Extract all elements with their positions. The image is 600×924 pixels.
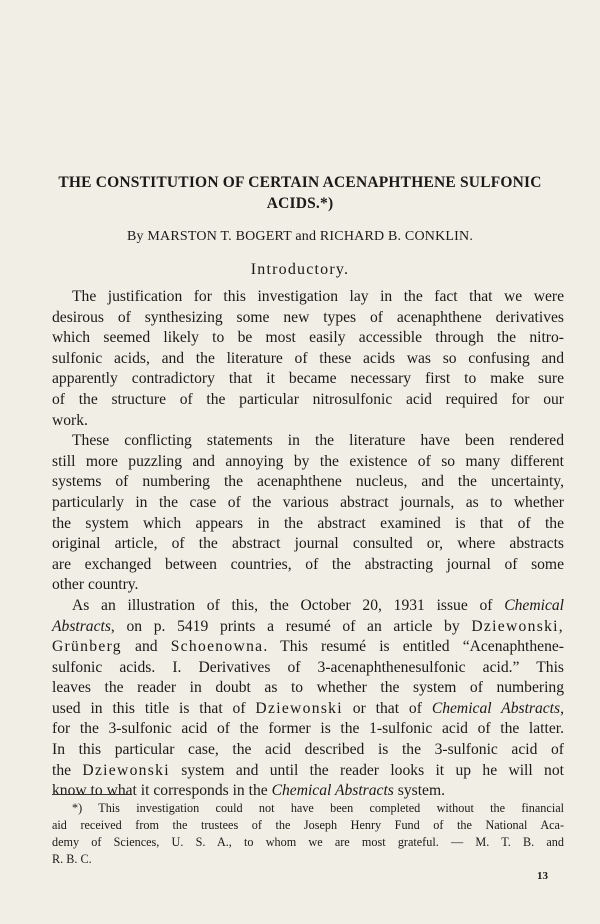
text-run: . This resumé is entitled “Acenaphthene-	[263, 638, 565, 656]
paragraph-1-line: The justification for this investigation lay in the fact that we were	[72, 288, 564, 305]
paragraph-2-line: other country.	[52, 576, 139, 594]
paragraph-2-line: These conflicting statements in the literature have been rendered	[72, 432, 564, 450]
text-run: As an illustration of this, the October 20, 1931 issue of	[72, 596, 505, 614]
paragraph-1-line: desirous of synthesizing some new types of acenaphthene derivatives	[52, 308, 564, 326]
journal-name-italic: Chemical	[504, 596, 564, 614]
author-byline: By MARSTON T. BOGERT and RICHARD B. CONKLIN.	[126, 229, 474, 244]
paragraph-3-line	[52, 699, 564, 720]
article-title-line-1: THE CONSTITUTION OF CERTAIN ACENAPHTHENE SULFONIC	[58, 174, 542, 191]
text-run: system and until the reader looks it up he will not	[169, 761, 564, 779]
text-run: ,	[560, 699, 564, 717]
paragraph-3-line: leaves the reader in doubt as to whether the system of numbering	[52, 679, 564, 697]
journal-name-italic: Abstracts	[52, 617, 111, 635]
text-run: know to what it corresponds in the	[52, 782, 272, 800]
page-number: 13	[537, 870, 548, 882]
article-title	[52, 172, 548, 214]
text-run: or that of	[342, 699, 432, 717]
paragraph-2-line: particularly in the case of the various abstract journals, as to whether	[52, 493, 564, 511]
journal-name-italic: Chemical Abstracts	[271, 782, 394, 800]
paragraph-1-line: of the structure of the particular nitrosulfonic acid required for our	[52, 390, 564, 408]
text-run: the	[52, 761, 83, 779]
paragraph-2-line: systems of numbering the acenaphthene nucleus, and the uncertainty,	[52, 473, 564, 491]
paragraph-1-line: sulfonic acids, and the literature of these acids was so confusing and	[52, 349, 564, 367]
paragraph-2-line: the system which appears in the abstract examined is that of the	[52, 514, 564, 532]
paragraph-3-line	[52, 761, 564, 782]
text-run: and	[121, 638, 171, 656]
footnote-line: *) This investigation could not have been completed without the financial	[72, 801, 564, 815]
author-name-spaced: Dziewonski	[255, 699, 343, 717]
paragraph-2-line: still more puzzling and annoying by the existence of so many different	[52, 452, 564, 470]
paragraph-3-line: sulfonic acids. I. Derivatives of 3-acenaphthenesulfonic acid.” This	[52, 658, 564, 676]
journal-name-italic: Chemical Abstracts	[431, 699, 561, 717]
paragraph-3-line: In this particular case, the acid described is the 3-sulfonic acid of	[52, 741, 564, 759]
paragraph-3-line	[52, 617, 564, 638]
text-run: used in this title is that of	[52, 699, 256, 717]
paragraph-1-line: work.	[52, 411, 88, 429]
section-heading: Introductory.	[250, 261, 350, 278]
footnote	[52, 800, 564, 868]
paragraph-3-line	[52, 596, 564, 617]
article-body	[52, 287, 564, 802]
author-name-spaced: Dziewonski	[82, 761, 170, 779]
paragraph-1-line: which seemed likely to be most easily accessible through the nitro-	[52, 329, 564, 347]
footnote-line: R. B. C.	[52, 852, 92, 866]
footnote-rule	[52, 794, 132, 795]
article-title-line-2: ACIDS.*)	[266, 195, 334, 212]
author-name-spaced: Grünberg	[52, 638, 122, 656]
text-run: system.	[393, 782, 445, 800]
paragraph-2-line: original article, of the abstract journal consulted or, where abstracts	[52, 535, 564, 553]
paragraph-3-line: for the 3-sulfonic acid of the former is the 1-sulfonic acid of the latter.	[52, 720, 564, 738]
author-name-spaced: Schoenowna	[170, 638, 264, 656]
paragraph-3-line	[52, 637, 564, 658]
paragraph-2-line: are exchanged between countries, of the abstracting journal of some	[52, 555, 564, 573]
author-name-spaced: Dziewonski,	[471, 617, 564, 635]
footnote-line: demy of Sciences, U. S. A., to whom we are most grateful. — M. T. B. and	[52, 835, 564, 849]
text-run: , on p. 5419 prints a resumé of an article by	[110, 617, 472, 635]
footnote-line: aid received from the trustees of the Joseph Henry Fund of the National Aca-	[52, 818, 564, 832]
paragraph-3-line	[52, 781, 564, 802]
paragraph-1-line: apparently contradictory that it became necessary first to make sure	[52, 370, 564, 388]
